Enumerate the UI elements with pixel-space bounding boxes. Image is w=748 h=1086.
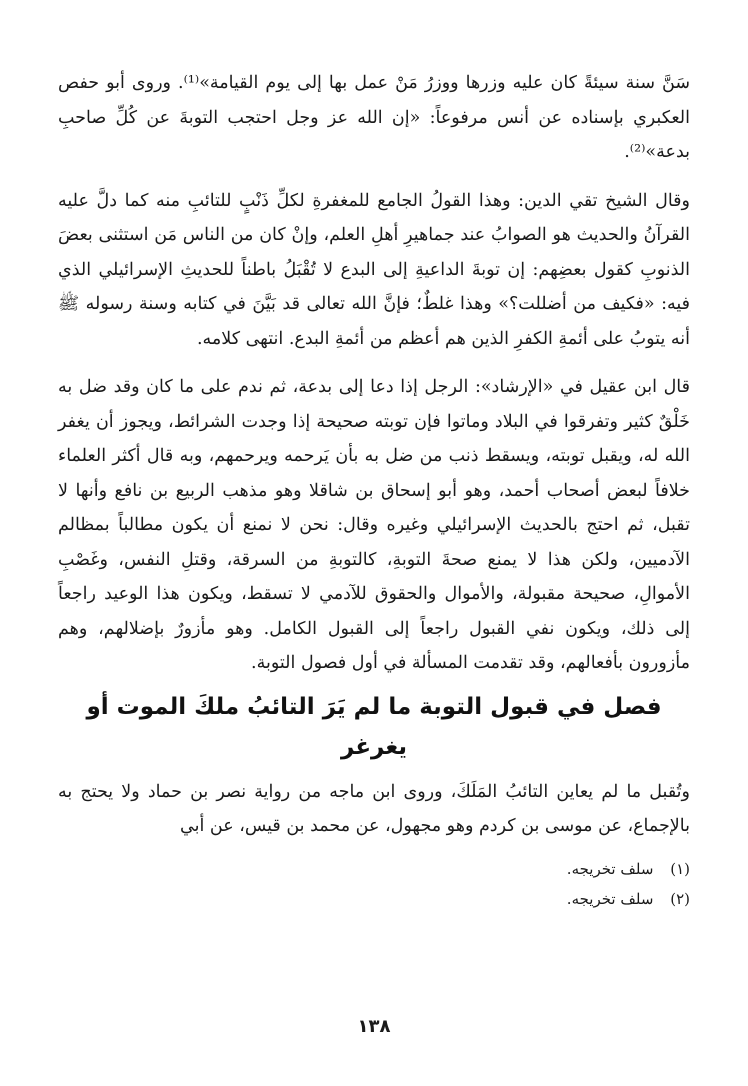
page-number: ١٣٨	[357, 1016, 391, 1037]
footnote-1	[58, 854, 690, 884]
paragraph-gap	[58, 356, 690, 370]
footnote-text: سلف تخريجه.	[566, 889, 654, 908]
paragraph-2: وقال الشيخ تقي الدين: وهذا القولُ الجامع للمغفرةِ لكلِّ ذَنْبٍ للتائبِ منه كما دلَّ عليه القرآنُ والحديث هو الصوابُ عند جماهيرِ أهلِ العلم، وإنْ كان من الناس مَن استثنى بعضَ الذنوبِ كقول بعضِهم: إن توبةَ الداعيةِ إلى البدع لا تُقْبَلُ باطناً للحديثِ الإسرائيلي الذي فيه: «فكيف من أضللت؟» وهذا غلطٌ؛ فإنَّ الله تعالى قد بَيَّنَ في كتابه وسنة رسوله ﷺ أنه يتوبُ على أئمةِ الكفرِ الذين هم أعظم من أئمةِ البدع. انتهى كلامه.	[58, 190, 691, 349]
footnotes	[58, 854, 690, 914]
footnote-number: (٢)	[670, 889, 690, 908]
paragraph-3: قال ابن عقيل في «الإرشاد»: الرجل إذا دعا إلى بدعة، ثم ندم على ما كان وقد ضل به خَلْقٌ كثير وتفرقوا في البلاد وماتوا فإن توبته صحيحة إذا وجدت الشرائط، ويجوز أن يغفر الله له، ويقبل توبته، ويسقط ذنب من ضل به بأن يَرحمه ويرحمهم، وبه قال أكثر العلماء خلافاً لبعض أصحاب أحمد، وهو أبو إسحاق بن شاقلا وهو مذهب الربيع بن نافع وأنها لا تقبل، ثم احتج بالحديث الإسرائيلي وغيره وقال: نحن لا نمنع أن يكون مطالباً بمظالم الآدميين، ولكن هذا لا يمنع صحةَ التوبةِ، كالتوبةِ من السرقة، وقتلِ النفس، وغَصْبِ الأموالِ، صحيحة مقبولة، والأموال والحقوق للآدمي لا تسقط، ويكون هذا الوعيد راجعاً إلى ذلك، ويكون نفي القبول راجعاً إلى القبول الكامل. وهو مأزورٌ بإضلالهم، وهم مأزورون بأفعالهم، وقد تقدمت المسألة في أول فصول التوبة.	[58, 377, 690, 673]
page-body	[58, 66, 690, 914]
footnote-2	[58, 884, 690, 914]
paragraph-gap	[58, 170, 690, 184]
footnote-number: (١)	[670, 859, 690, 878]
section-heading: فصل في قبول التوبة ما لم يَرَ التائبُ ملكَ الموت أو يغرغر	[86, 693, 662, 760]
footnote-text: سلف تخريجه.	[566, 859, 654, 878]
paragraph-1: سَنَّ سنة سيئةً كان عليه وزرها ووزرُ مَنْ عمل بها إلى يوم القيامة»⁽¹⁾. وروى أبو حفص العكبري بإسناده عن أنس مرفوعاً: «إن الله عز وجل احتجب التوبةَ عن كُلِّ صاحبِ بدعة»⁽²⁾.	[58, 73, 691, 162]
paragraph-4: وتُقبل ما لم يعاين التائبُ المَلَكَ، وروى ابن ماجه من رواية نصر بن حماد ولا يحتج به بالإجماع، عن موسى بن كردم وهو مجهول، عن محمد بن قيس، عن أبي	[58, 781, 690, 836]
